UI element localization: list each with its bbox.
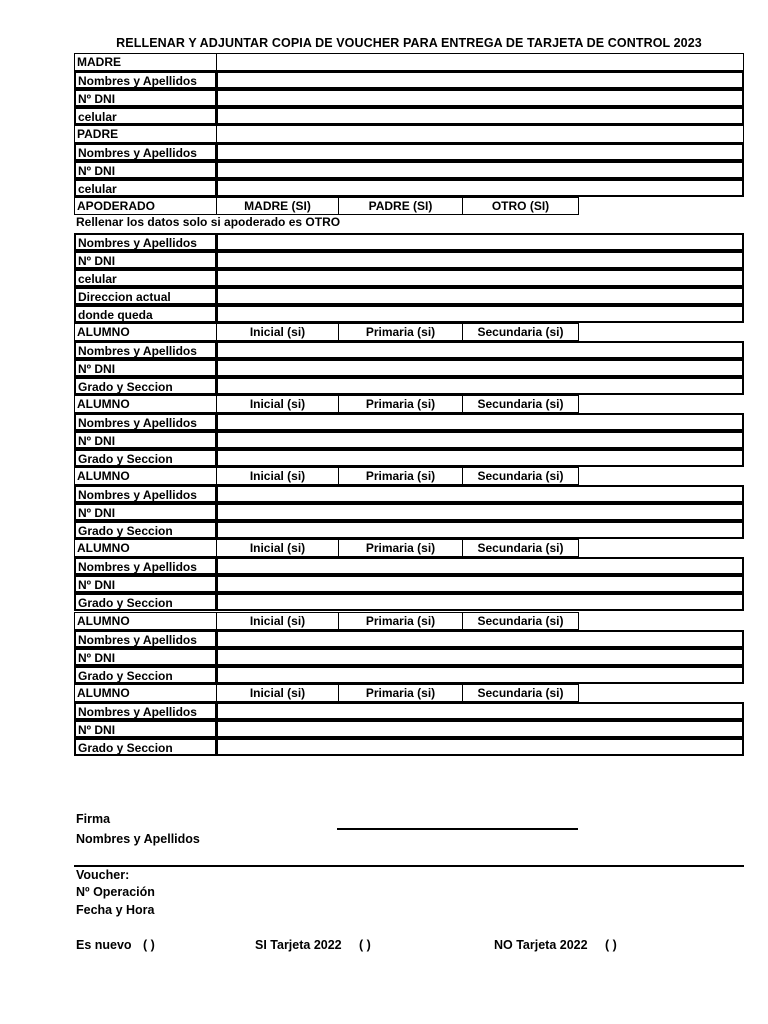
- alumno-level-option[interactable]: Primaria (si): [338, 612, 463, 630]
- padre-field-label: celular: [74, 179, 217, 197]
- alumno-field-input[interactable]: [216, 503, 744, 521]
- apoderado-field-input[interactable]: [216, 233, 744, 251]
- alumno-field-input[interactable]: [216, 593, 744, 611]
- signature-name-label: Nombres y Apellidos: [76, 832, 200, 846]
- voucher-label: Voucher:: [76, 868, 130, 882]
- alumno-field-input[interactable]: [216, 702, 744, 720]
- apoderado-header: APODERADO: [74, 197, 217, 215]
- alumno-field-input[interactable]: [216, 521, 744, 539]
- alumno-level-option[interactable]: Primaria (si): [338, 467, 463, 485]
- alumno-level-option[interactable]: Secundaria (si): [462, 323, 579, 341]
- padre-field-input[interactable]: [216, 179, 744, 197]
- alumno-field-label: Nombres y Apellidos: [74, 630, 217, 648]
- si-tarjeta-label: SI Tarjeta 2022: [255, 938, 342, 952]
- madre-header: MADRE: [74, 53, 217, 71]
- alumno-field-input[interactable]: [216, 666, 744, 684]
- alumno-level-option[interactable]: Inicial (si): [216, 684, 339, 702]
- padre-field-input[interactable]: [216, 161, 744, 179]
- alumno-field-label: Nombres y Apellidos: [74, 485, 217, 503]
- alumno-level-option[interactable]: Secundaria (si): [462, 612, 579, 630]
- alumno-field-input[interactable]: [216, 431, 744, 449]
- signature-label: Firma: [76, 812, 111, 826]
- alumno-level-option[interactable]: Secundaria (si): [462, 395, 579, 413]
- madre-field-input[interactable]: [216, 71, 744, 89]
- alumno-field-label: Nombres y Apellidos: [74, 341, 217, 359]
- is-new-checkbox[interactable]: ( ): [143, 938, 155, 952]
- alumno-header: ALUMNO: [74, 539, 217, 557]
- operation-number-label: Nº Operación: [76, 885, 155, 899]
- is-new-label: Es nuevo: [76, 938, 132, 952]
- apoderado-field-label: donde queda: [74, 305, 217, 323]
- alumno-level-option[interactable]: Inicial (si): [216, 612, 339, 630]
- madre-field-label: celular: [74, 107, 217, 125]
- alumno-field-label: Nº DNI: [74, 503, 217, 521]
- alumno-header: ALUMNO: [74, 684, 217, 702]
- alumno-field-label: Grado y Seccion: [74, 521, 217, 539]
- alumno-field-input[interactable]: [216, 449, 744, 467]
- alumno-level-option[interactable]: Primaria (si): [338, 395, 463, 413]
- alumno-field-label: Nombres y Apellidos: [74, 702, 217, 720]
- alumno-level-option[interactable]: Primaria (si): [338, 684, 463, 702]
- padre-field-label: Nº DNI: [74, 161, 217, 179]
- alumno-field-label: Grado y Seccion: [74, 738, 217, 756]
- alumno-field-input[interactable]: [216, 485, 744, 503]
- padre-header-blank: [216, 125, 744, 143]
- alumno-field-label: Nº DNI: [74, 575, 217, 593]
- alumno-header: ALUMNO: [74, 395, 217, 413]
- apoderado-field-label: Nº DNI: [74, 251, 217, 269]
- date-time-label: Fecha y Hora: [76, 903, 155, 917]
- alumno-field-label: Nº DNI: [74, 648, 217, 666]
- section-divider: [74, 865, 744, 867]
- apoderado-field-input[interactable]: [216, 269, 744, 287]
- apoderado-field-input[interactable]: [216, 287, 744, 305]
- apoderado-field-input[interactable]: [216, 305, 744, 323]
- padre-field-label: Nombres y Apellidos: [74, 143, 217, 161]
- no-tarjeta-checkbox[interactable]: ( ): [605, 938, 617, 952]
- apoderado-field-input[interactable]: [216, 251, 744, 269]
- alumno-field-label: Nombres y Apellidos: [74, 557, 217, 575]
- apoderado-option[interactable]: OTRO (SI): [462, 197, 579, 215]
- alumno-field-input[interactable]: [216, 630, 744, 648]
- alumno-level-option[interactable]: Primaria (si): [338, 539, 463, 557]
- alumno-field-label: Grado y Seccion: [74, 377, 217, 395]
- alumno-level-option[interactable]: Secundaria (si): [462, 539, 579, 557]
- alumno-field-input[interactable]: [216, 359, 744, 377]
- alumno-field-label: Nº DNI: [74, 720, 217, 738]
- alumno-field-label: Nº DNI: [74, 359, 217, 377]
- madre-field-label: Nº DNI: [74, 89, 217, 107]
- alumno-field-label: Grado y Seccion: [74, 593, 217, 611]
- form-title: RELLENAR Y ADJUNTAR COPIA DE VOUCHER PARA ENTREGA DE TARJETA DE CONTROL 2023: [116, 36, 702, 50]
- alumno-field-input[interactable]: [216, 738, 744, 756]
- no-tarjeta-label: NO Tarjeta 2022: [494, 938, 588, 952]
- apoderado-field-label: Nombres y Apellidos: [74, 233, 217, 251]
- alumno-field-input[interactable]: [216, 557, 744, 575]
- apoderado-field-label: celular: [74, 269, 217, 287]
- alumno-field-label: Grado y Seccion: [74, 666, 217, 684]
- padre-header: PADRE: [74, 125, 217, 143]
- alumno-field-label: Grado y Seccion: [74, 449, 217, 467]
- apoderado-field-label: Direccion actual: [74, 287, 217, 305]
- alumno-field-input[interactable]: [216, 377, 744, 395]
- madre-field-label: Nombres y Apellidos: [74, 71, 217, 89]
- alumno-field-input[interactable]: [216, 648, 744, 666]
- madre-field-input[interactable]: [216, 89, 744, 107]
- signature-line[interactable]: [337, 828, 578, 830]
- alumno-level-option[interactable]: Inicial (si): [216, 539, 339, 557]
- alumno-header: ALUMNO: [74, 323, 217, 341]
- alumno-field-input[interactable]: [216, 341, 744, 359]
- alumno-level-option[interactable]: Secundaria (si): [462, 467, 579, 485]
- alumno-field-input[interactable]: [216, 413, 744, 431]
- alumno-field-label: Nombres y Apellidos: [74, 413, 217, 431]
- madre-field-input[interactable]: [216, 107, 744, 125]
- alumno-field-label: Nº DNI: [74, 431, 217, 449]
- alumno-level-option[interactable]: Inicial (si): [216, 323, 339, 341]
- madre-header-blank: [216, 53, 744, 71]
- alumno-level-option[interactable]: Secundaria (si): [462, 684, 579, 702]
- alumno-level-option[interactable]: Primaria (si): [338, 323, 463, 341]
- apoderado-note: Rellenar los datos solo si apoderado es OTRO: [76, 215, 341, 229]
- alumno-header: ALUMNO: [74, 612, 217, 630]
- alumno-field-input[interactable]: [216, 575, 744, 593]
- alumno-level-option[interactable]: Inicial (si): [216, 395, 339, 413]
- padre-field-input[interactable]: [216, 143, 744, 161]
- apoderado-option[interactable]: MADRE (SI): [216, 197, 339, 215]
- apoderado-option[interactable]: PADRE (SI): [338, 197, 463, 215]
- si-tarjeta-checkbox[interactable]: ( ): [359, 938, 371, 952]
- alumno-level-option[interactable]: Inicial (si): [216, 467, 339, 485]
- alumno-field-input[interactable]: [216, 720, 744, 738]
- alumno-header: ALUMNO: [74, 467, 217, 485]
